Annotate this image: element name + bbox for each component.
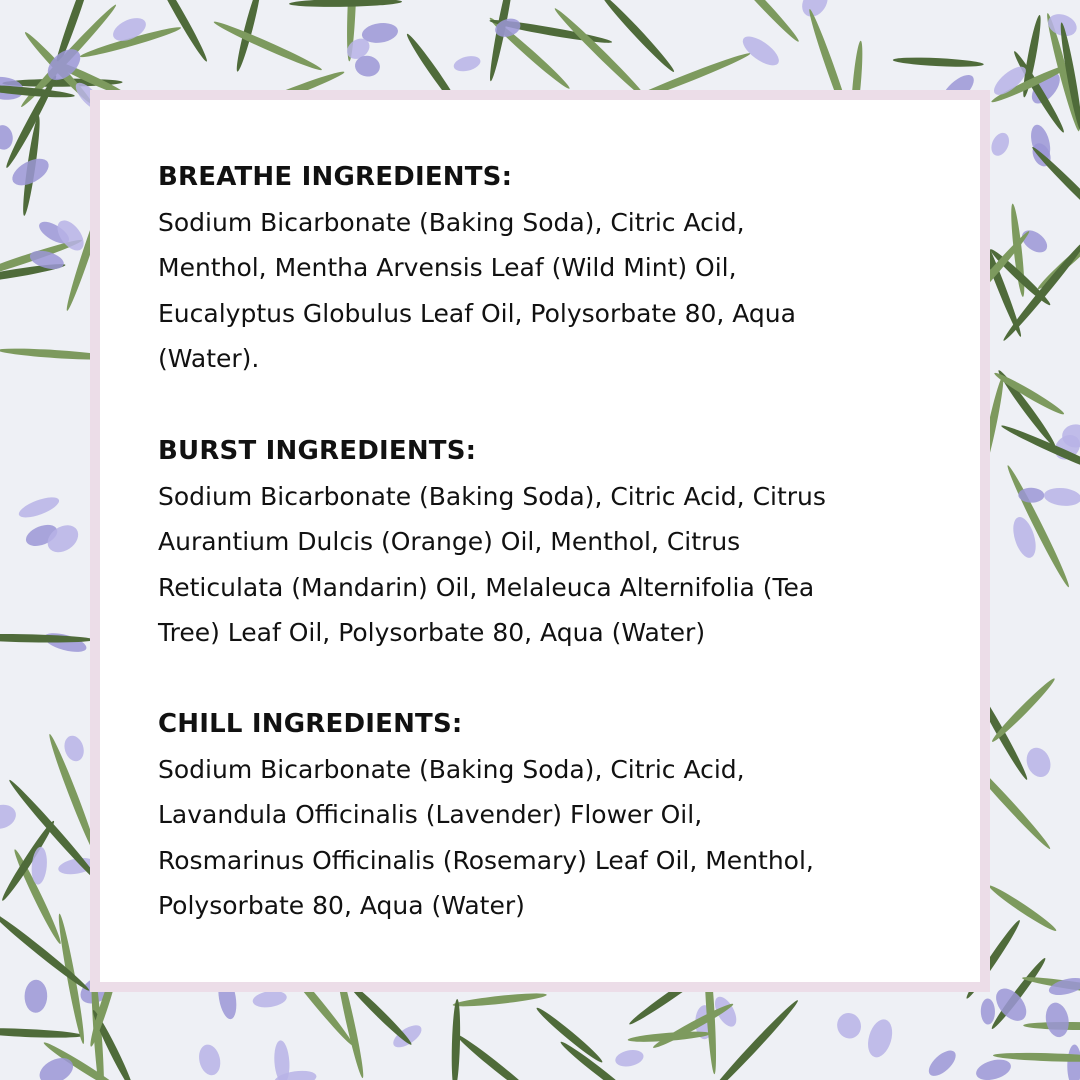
lavender-flower bbox=[0, 124, 14, 151]
rosemary-leaf bbox=[0, 909, 92, 994]
ingredient-line: Sodium Bicarbonate (Baking Soda), Citric Acid, bbox=[158, 755, 745, 784]
section-heading: CHILL INGREDIENTS: bbox=[158, 709, 463, 739]
ingredient-line: Lavandula Officinalis (Lavender) Flower Oil, bbox=[158, 800, 703, 830]
lavender-flower bbox=[42, 629, 88, 655]
rosemary-leaf bbox=[720, 0, 801, 44]
rosemary-leaf bbox=[0, 1026, 83, 1039]
rosemary-leaf bbox=[212, 18, 323, 73]
ingredient-line: Reticulata (Mandarin) Oil, Melaleuca Alternifolia (Tea bbox=[158, 572, 815, 602]
lavender-flower bbox=[196, 1042, 223, 1077]
rosemary-leaf bbox=[534, 1005, 605, 1066]
lavender-flower bbox=[834, 1010, 864, 1042]
ingredient-line: Aurantium Dulcis (Orange) Oil, Menthol, Citrus bbox=[158, 527, 741, 557]
rosemary-leaf bbox=[651, 1000, 735, 1051]
section-heading: BURST INGREDIENTS: bbox=[158, 436, 477, 466]
lavender-flower bbox=[738, 31, 783, 70]
burst-ingredients bbox=[158, 429, 826, 655]
lavender-flower bbox=[1047, 975, 1080, 999]
ingredient-line: Menthol, Mentha Arvensis Leaf (Wild Mint) Oil, bbox=[158, 253, 737, 283]
ingredient-line: Sodium Bicarbonate (Baking Soda), Citric Acid, bbox=[158, 208, 745, 237]
lavender-flower bbox=[24, 979, 47, 1013]
ingredient-line: Eucalyptus Globulus Leaf Oil, Polysorbate 80, Aqua bbox=[158, 298, 796, 328]
rosemary-leaf bbox=[987, 882, 1059, 934]
ingredient-line: Rosmarinus Officinalis (Rosemary) Leaf Oil, Menthol, bbox=[158, 845, 814, 875]
section-heading: BREATHE INGREDIENTS: bbox=[158, 162, 513, 192]
ingredient-line: Polysorbate 80, Aqua (Water) bbox=[158, 890, 525, 920]
lavender-flower bbox=[273, 1040, 291, 1080]
lavender-flower bbox=[988, 130, 1012, 158]
ingredient-line: Tree) Leaf Oil, Polysorbate 80, Aqua (Water) bbox=[158, 617, 706, 647]
lavender-flower bbox=[1023, 744, 1055, 780]
chill-ingredients bbox=[158, 702, 814, 928]
lavender-flower bbox=[614, 1048, 645, 1069]
lavender-flower bbox=[16, 493, 61, 521]
lavender-flower bbox=[974, 1056, 1013, 1080]
lavender-flower bbox=[981, 998, 996, 1024]
lavender-flower bbox=[452, 54, 482, 74]
rosemary-leaf bbox=[989, 676, 1057, 745]
lavender-flower bbox=[0, 801, 19, 832]
ingredient-line: (Water). bbox=[158, 343, 260, 373]
rosemary-leaf bbox=[289, 0, 402, 8]
rosemary-leaf bbox=[452, 991, 547, 1009]
rosemary-leaf bbox=[0, 819, 57, 903]
lavender-flower bbox=[1043, 486, 1080, 507]
lavender-flower bbox=[61, 733, 87, 763]
lavender-flower bbox=[1067, 1044, 1080, 1080]
ingredient-line: Sodium Bicarbonate (Baking Soda), Citric Acid, Citrus bbox=[158, 482, 826, 511]
lavender-flower bbox=[1043, 1001, 1071, 1039]
lavender-flower bbox=[864, 1016, 896, 1060]
breathe-ingredients bbox=[158, 155, 796, 381]
rosemary-leaf bbox=[454, 1031, 541, 1080]
rosemary-leaf bbox=[451, 999, 462, 1080]
lavender-flower bbox=[924, 1046, 959, 1080]
rosemary-leaf bbox=[893, 56, 984, 68]
